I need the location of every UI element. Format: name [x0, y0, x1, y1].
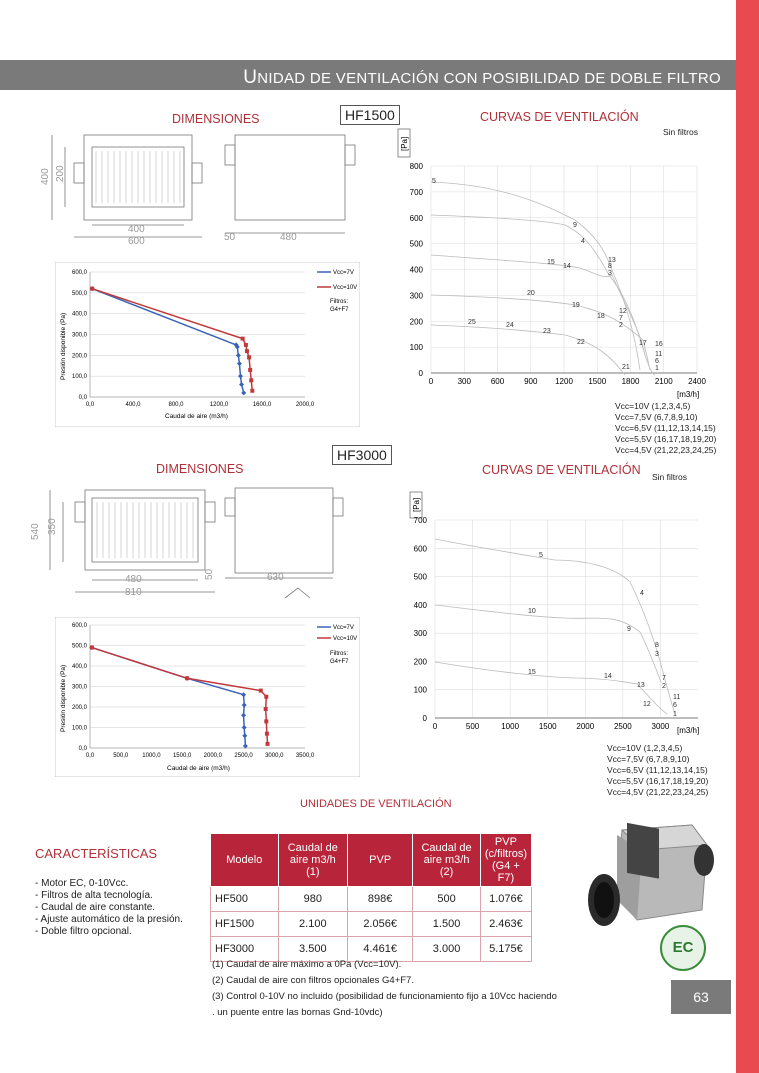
y-tick-label: 0 — [422, 714, 427, 723]
data-point — [264, 719, 268, 723]
x-tick-label: 2500 — [613, 722, 632, 731]
y-tick-label: 600,0 — [71, 270, 87, 276]
y-tick-label: 400,0 — [71, 664, 87, 670]
y-tick-label: 400 — [413, 600, 427, 610]
x-tick-label: 1600,0 — [252, 402, 272, 408]
dim-depth-b: 480 — [280, 232, 297, 243]
svg-text:Vcc=5,5V (16,17,18,19,20): Vcc=5,5V (16,17,18,19,20) — [607, 776, 709, 786]
table-row: HF1500 2.100 2.056€ 1.500 2.463€ — [211, 912, 532, 937]
x-tick-label: 1500 — [588, 377, 607, 386]
svg-text:7: 7 — [619, 315, 623, 322]
axes — [414, 516, 698, 731]
hf1500-curves-chart — [395, 125, 730, 455]
series-line-1 — [92, 289, 252, 391]
data-point — [247, 355, 251, 359]
data-point — [242, 725, 247, 730]
svg-text:Vcc=4,5V (21,22,23,24,25): Vcc=4,5V (21,22,23,24,25) — [615, 445, 717, 455]
hf1500-model-label: HF1500 — [340, 105, 400, 125]
x-tick-label: 500,0 — [113, 753, 129, 759]
x-tick-label: 2500,0 — [234, 753, 253, 759]
x-tick-label: 1500,0 — [172, 753, 192, 759]
x-tick-label: 0 — [428, 377, 434, 386]
y-tick-label: 100,0 — [71, 374, 87, 381]
hf1500-curves-title: CURVAS DE VENTILACIÓN — [480, 110, 639, 124]
svg-text:[Pa]: [Pa] — [412, 497, 421, 512]
dim-h-inner: 200 — [55, 165, 66, 182]
data-point — [264, 707, 268, 711]
svg-text:350: 350 — [47, 518, 58, 535]
svg-text:Presión disponible (Pa): Presión disponible (Pa) — [60, 664, 67, 732]
y-tick-label: 100 — [409, 343, 423, 353]
y-tick-label: 500 — [413, 572, 427, 582]
hf3000-model-label: HF3000 — [332, 445, 392, 465]
data-point — [266, 742, 270, 746]
dim-w-inner: 400 — [128, 224, 145, 235]
list-item: - Ajuste automático de la presión. — [35, 914, 183, 925]
svg-text:9: 9 — [627, 626, 631, 633]
x-tick-label: 400,0 — [125, 402, 141, 408]
hf1500-pressure-chart — [55, 262, 360, 427]
hf1500-dimension-drawing — [30, 125, 375, 250]
svg-text:22: 22 — [577, 339, 585, 346]
x-tick-label: 2000,0 — [295, 402, 315, 408]
svg-text:Vcc=7,5V (6,7,8,9,10): Vcc=7,5V (6,7,8,9,10) — [607, 754, 690, 764]
dim-depth-a: 50 — [224, 232, 236, 243]
svg-text:Vcc=6,5V (11,12,13,14,15): Vcc=6,5V (11,12,13,14,15) — [615, 423, 716, 433]
y-tick-label: 0,0 — [78, 395, 87, 401]
series-line-0 — [92, 648, 246, 746]
table-row: HF3000 3.500 4.461€ 3.000 5.175€ — [211, 937, 532, 962]
y-tick-label: 100,0 — [71, 725, 87, 732]
x-tick-label: 900 — [524, 377, 538, 386]
characteristics-list — [35, 878, 183, 938]
x-tick-label: 2000 — [576, 722, 595, 731]
svg-text:18: 18 — [597, 313, 605, 320]
svg-text:23: 23 — [543, 328, 551, 335]
data-point — [241, 337, 245, 341]
data-point — [259, 689, 263, 693]
svg-text:810: 810 — [125, 587, 142, 598]
svg-text:1: 1 — [655, 365, 659, 372]
x-tick-label: 0,0 — [85, 402, 95, 408]
svg-text:14: 14 — [563, 263, 571, 270]
svg-text:Vcc=10V: Vcc=10V — [333, 285, 358, 291]
svg-text:7: 7 — [662, 675, 666, 682]
x-tick-label: 800,0 — [168, 402, 184, 408]
y-tick-label: 200 — [413, 657, 427, 667]
x-axis-unit: [m3/h] — [677, 390, 700, 399]
y-tick-label: 800 — [409, 162, 423, 171]
hf3000-dimensions-title: DIMENSIONES — [156, 462, 244, 476]
x-tick-label: 600 — [490, 377, 505, 386]
svg-text:Vcc=6,5V (11,12,13,14,15): Vcc=6,5V (11,12,13,14,15) — [607, 765, 708, 775]
list-item: - Motor EC, 0-10Vcc. — [35, 878, 129, 889]
y-tick-label: 500,0 — [71, 643, 87, 650]
x-tick-label: 0,0 — [85, 753, 95, 759]
svg-text:630: 630 — [267, 572, 284, 583]
y-tick-label: 600,0 — [71, 623, 87, 629]
svg-text:Presión disponible (Pa): Presión disponible (Pa) — [60, 312, 67, 380]
x-tick-label: 3000 — [651, 722, 670, 731]
y-tick-label: 200 — [409, 317, 423, 327]
svg-text:Vcc=10V: Vcc=10V — [333, 636, 358, 642]
svg-text:Vcc=10V (1,2,3,4,5): Vcc=10V (1,2,3,4,5) — [615, 401, 691, 411]
hf3000-curves-chart — [395, 472, 730, 802]
data-point — [242, 702, 247, 707]
chart-note: Sin filtros — [663, 127, 698, 137]
svg-text:17: 17 — [639, 340, 647, 347]
svg-text:8: 8 — [655, 642, 659, 649]
characteristics-title: CARACTERÍSTICAS — [35, 846, 158, 861]
svg-text:[m3/h]: [m3/h] — [677, 726, 700, 735]
data-point — [249, 378, 253, 382]
data-point — [237, 361, 242, 366]
data-point — [90, 287, 94, 291]
svg-text:Filtros:: Filtros: — [330, 299, 348, 305]
y-tick-label: 500 — [409, 239, 423, 249]
svg-text:5: 5 — [539, 552, 543, 559]
x-tick-label: 0 — [432, 722, 438, 731]
data-point — [90, 646, 94, 650]
data-point — [265, 732, 269, 736]
data-point — [241, 692, 246, 697]
hf3000-dimension-drawing — [30, 480, 375, 605]
svg-text:19: 19 — [572, 302, 580, 309]
svg-text:25: 25 — [468, 319, 476, 326]
series-line-1 — [92, 648, 268, 744]
x-tick-label: 1800 — [621, 377, 640, 386]
y-tick-label: 300 — [409, 291, 423, 301]
svg-text:Vcc=5,5V (16,17,18,19,20): Vcc=5,5V (16,17,18,19,20) — [615, 434, 717, 444]
y-tick-label: 100 — [413, 685, 427, 695]
ec-badge: EC — [660, 925, 706, 971]
svg-text:16: 16 — [655, 341, 663, 348]
data-point — [185, 676, 189, 680]
list-item: - Doble filtro opcional. — [35, 926, 132, 937]
dim-h-outer: 400 — [40, 168, 51, 185]
svg-text:12: 12 — [643, 701, 651, 708]
page-number: 63 — [671, 980, 731, 1014]
y-axis-label: [Pa] — [400, 136, 409, 151]
svg-text:13: 13 — [608, 257, 616, 264]
svg-text:2: 2 — [619, 322, 623, 329]
data-point — [238, 374, 243, 379]
side-accent-bar — [736, 0, 759, 1073]
svg-text:Sin filtros: Sin filtros — [652, 472, 687, 482]
svg-text:20: 20 — [527, 290, 535, 297]
data-point — [245, 349, 249, 353]
svg-text:4: 4 — [581, 238, 585, 245]
units-title: UNIDADES DE VENTILACIÓN — [300, 798, 452, 810]
svg-text:480: 480 — [125, 574, 142, 585]
svg-text:14: 14 — [604, 673, 612, 680]
data-point — [241, 390, 246, 395]
svg-text:50: 50 — [204, 568, 215, 580]
svg-text:Vcc=7V: Vcc=7V — [333, 625, 354, 631]
data-point — [248, 368, 252, 372]
x-tick-label: 3000,0 — [265, 753, 284, 759]
svg-text:1: 1 — [673, 711, 677, 718]
svg-text:G4+F7: G4+F7 — [330, 659, 349, 665]
table-row: HF500 980 898€ 500 1.076€ — [211, 887, 532, 912]
data-point — [236, 353, 241, 358]
svg-text:Vcc=7,5V (6,7,8,9,10): Vcc=7,5V (6,7,8,9,10) — [615, 412, 698, 422]
svg-text:8: 8 — [608, 263, 612, 270]
dim-w-outer: 600 — [128, 236, 145, 247]
svg-text:Vcc=4,5V (21,22,23,24,25): Vcc=4,5V (21,22,23,24,25) — [607, 787, 709, 797]
data-point — [264, 695, 268, 699]
units-table: Modelo Caudal de aire m3/h (1) PVP Caudal de aire m3/h (2) PVP (c/filtros) (G4 + F7) HF500 980 898€ 500 1.076€ HF1500 2.100 2.056€ 1.500 2.463€ HF3000 3.500 4.461€ 3.000 5.175€ — [210, 833, 532, 962]
svg-text:15: 15 — [547, 259, 555, 266]
y-tick-label: 700 — [413, 516, 427, 525]
x-tick-label: 1000 — [501, 722, 520, 731]
x-tick-label: 1500 — [538, 722, 557, 731]
data-point — [250, 389, 254, 393]
y-tick-label: 600 — [413, 544, 427, 554]
svg-text:Caudal de aire (m3/h): Caudal de aire (m3/h) — [165, 413, 228, 420]
svg-text:540: 540 — [30, 523, 41, 540]
svg-text:21: 21 — [622, 364, 630, 371]
y-tick-label: 200,0 — [71, 705, 87, 711]
svg-text:Vcc=7V: Vcc=7V — [333, 270, 354, 276]
svg-text:3: 3 — [608, 270, 612, 277]
y-tick-label: 700 — [409, 187, 423, 197]
y-tick-label: 0,0 — [78, 746, 87, 752]
svg-text:4: 4 — [640, 590, 644, 597]
hf3000-pressure-chart — [55, 617, 360, 777]
svg-text:9: 9 — [573, 222, 577, 229]
data-point — [244, 343, 248, 347]
x-tick-label: 1200,0 — [209, 402, 229, 408]
y-tick-label: 500,0 — [71, 290, 87, 297]
x-tick-label: 1200 — [555, 377, 573, 386]
svg-text:2: 2 — [662, 683, 666, 690]
y-tick-label: 300,0 — [71, 332, 87, 339]
y-tick-label: 600 — [409, 213, 423, 223]
data-point — [241, 713, 246, 718]
footnotes: (1) Caudal de aire máximo a 0Pa (Vcc=10V). (2) Caudal de aire con filtros opcionales G4+F7. (3) Control 0-10V no incluido (posibilidad de funcionamiento fijo a 10Vcc haciendo . un puente entre las bornas Gnd-10vdc) — [212, 959, 557, 1018]
svg-text:6: 6 — [655, 358, 659, 365]
x-tick-label: 300 — [457, 377, 471, 386]
svg-text:15: 15 — [528, 669, 536, 676]
svg-text:13: 13 — [637, 682, 645, 689]
svg-text:11: 11 — [673, 694, 681, 701]
svg-text:G4+F7: G4+F7 — [330, 307, 349, 313]
page-title: UNIDAD DE VENTILACIÓN CON POSIBILIDAD DE DOBLE FILTRO — [243, 67, 721, 88]
svg-text:5: 5 — [432, 178, 436, 185]
y-tick-label: 400,0 — [71, 311, 87, 318]
x-tick-label: 3500,0 — [295, 753, 315, 759]
svg-text:11: 11 — [655, 351, 663, 358]
y-tick-label: 0 — [418, 369, 423, 378]
y-tick-label: 200,0 — [71, 353, 87, 360]
x-tick-label: 2000,0 — [203, 753, 223, 759]
data-point — [242, 733, 247, 738]
y-tick-label: 300 — [413, 629, 427, 639]
series-line-0 — [92, 289, 244, 393]
svg-text:24: 24 — [506, 322, 514, 329]
x-tick-label: 2400 — [688, 377, 706, 386]
svg-text:3: 3 — [655, 651, 659, 658]
y-tick-label: 300,0 — [71, 684, 87, 691]
hf3000-curves-title: CURVAS DE VENTILACIÓN — [482, 463, 641, 477]
svg-text:12: 12 — [619, 308, 627, 315]
list-item: - Caudal de aire constante. — [35, 902, 156, 913]
hf1500-dimensions-title: DIMENSIONES — [172, 112, 260, 126]
svg-text:10: 10 — [528, 608, 536, 615]
svg-text:Caudal de aire (m3/h): Caudal de aire (m3/h) — [167, 765, 230, 772]
svg-text:6: 6 — [673, 702, 677, 709]
x-tick-label: 2100 — [654, 377, 673, 386]
y-tick-label: 400 — [409, 265, 423, 275]
x-tick-label: 500 — [465, 722, 480, 731]
svg-text:Filtros:: Filtros: — [330, 651, 348, 657]
x-tick-label: 1000,0 — [142, 753, 161, 759]
data-point — [239, 382, 244, 387]
list-item: - Filtros de alta tecnología. — [35, 890, 153, 901]
svg-text:Vcc=10V (1,2,3,4,5): Vcc=10V (1,2,3,4,5) — [607, 743, 683, 753]
